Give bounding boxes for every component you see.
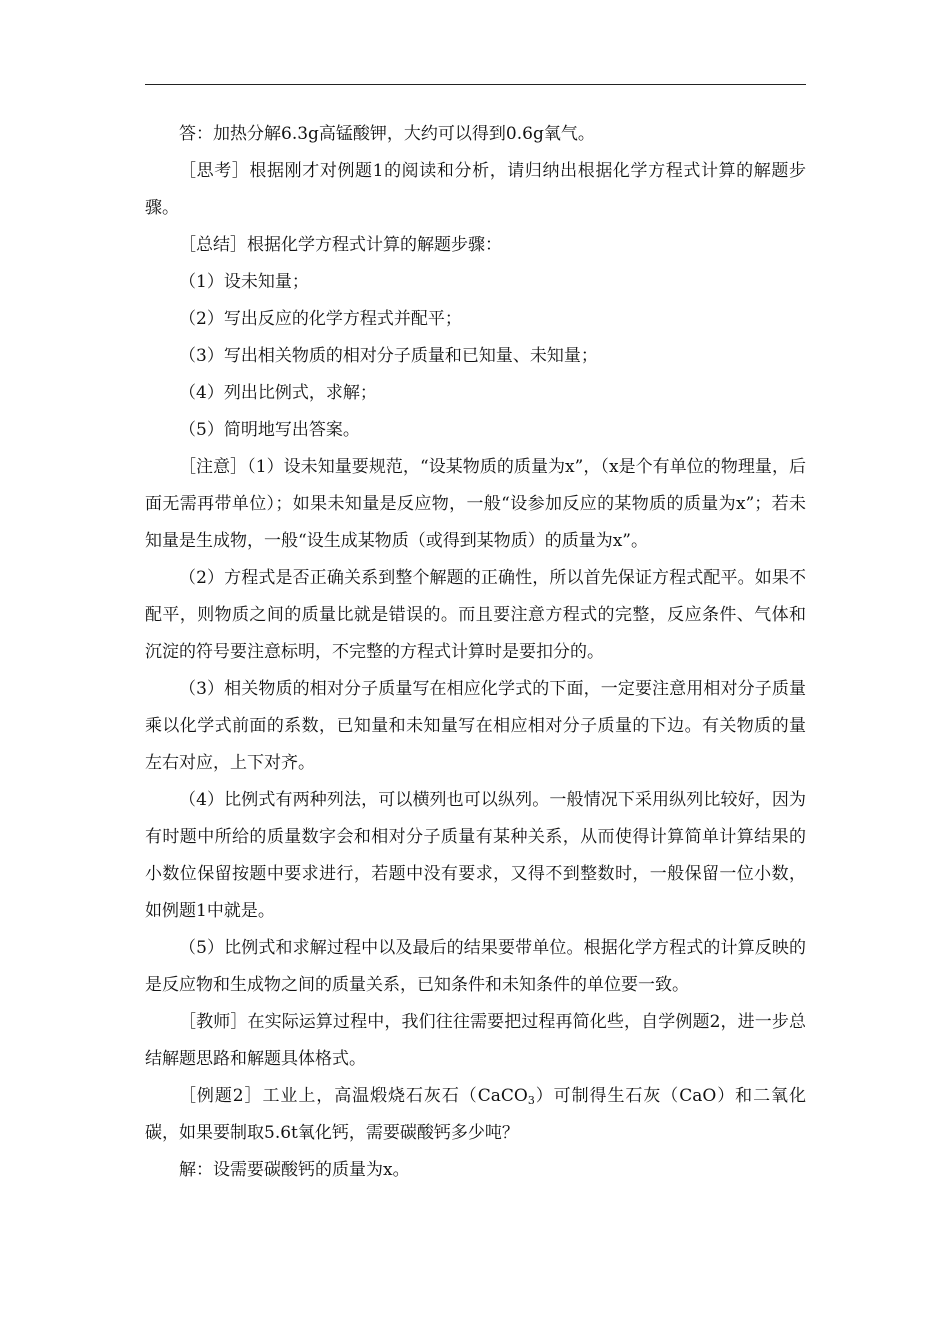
example-2-text-before: ［例题2］工业上，高温煅烧石灰石（CaCO: [179, 1086, 528, 1106]
document-body: [145, 116, 806, 1189]
note-5: （5）比例式和求解过程中以及最后的结果要带单位。根据化学方程式的计算反映的是反应物和生成物之间的质量关系，已知条件和未知条件的单位要一致。: [145, 938, 806, 995]
step-4: （4）列出比例式，求解；: [179, 383, 377, 403]
header-rule: [145, 84, 806, 85]
step-5: （5）简明地写出答案。: [179, 420, 360, 440]
step-1: （1）设未知量；: [179, 272, 309, 292]
example-2-subscript: 3: [527, 1094, 535, 1107]
note-3: （3）相关物质的相对分子质量写在相应化学式的下面，一定要注意用相对分子质量乘以化学式前面的系数，已知量和未知量写在相应相对分子质量的下边。有关物质的量左右对应，上下对齐。: [145, 679, 806, 773]
example-2-paragraph: [145, 1078, 806, 1152]
step-2: （2）写出反应的化学方程式并配平；: [179, 309, 462, 329]
example-2-text-after: ）可制得生石灰（CaO）和二氧化碳，如果要制取5.6t氧化钙，需要碳酸钙多少吨？: [145, 1086, 806, 1143]
teacher-paragraph: ［教师］在实际运算过程中，我们往往需要把过程再简化些，自学例题2，进一步总结解题思路和解题具体格式。: [145, 1012, 806, 1069]
answer-paragraph: 答：加热分解6.3g高锰酸钾，大约可以得到0.6g氧气。: [179, 124, 595, 144]
solution-paragraph: 解：设需要碳酸钙的质量为x。: [179, 1160, 410, 1180]
note-1: ［注意］（1）设未知量要规范，“设某物质的质量为x”，（x是个有单位的物理量，后面无需再带单位）；如果未知量是反应物，一般“设参加反应的某物质的质量为x”；若未知量是生成物，一般“设生成某物质（或得到某物质）的质量为x”。: [145, 457, 806, 551]
thinking-paragraph: ［思考］根据刚才对例题1的阅读和分析，请归纳出根据化学方程式计算的解题步骤。: [145, 161, 806, 218]
note-4: （4）比例式有两种列法，可以横列也可以纵列。一般情况下采用纵列比较好，因为有时题中所给的质量数字会和相对分子质量有某种关系，从而使得计算简单计算结果的小数位保留按题中要求进行，若题中没有要求，又得不到整数时，一般保留一位小数，如例题1中就是。: [145, 790, 806, 921]
summary-heading: ［总结］根据化学方程式计算的解题步骤：: [179, 235, 502, 255]
note-2: （2）方程式是否正确关系到整个解题的正确性，所以首先保证方程式配平。如果不配平，则物质之间的质量比就是错误的。而且要注意方程式的完整，反应条件、气体和沉淀的符号要注意标明，不完整的方程式计算时是要扣分的。: [145, 568, 806, 662]
step-3: （3）写出相关物质的相对分子质量和已知量、未知量；: [179, 346, 598, 366]
